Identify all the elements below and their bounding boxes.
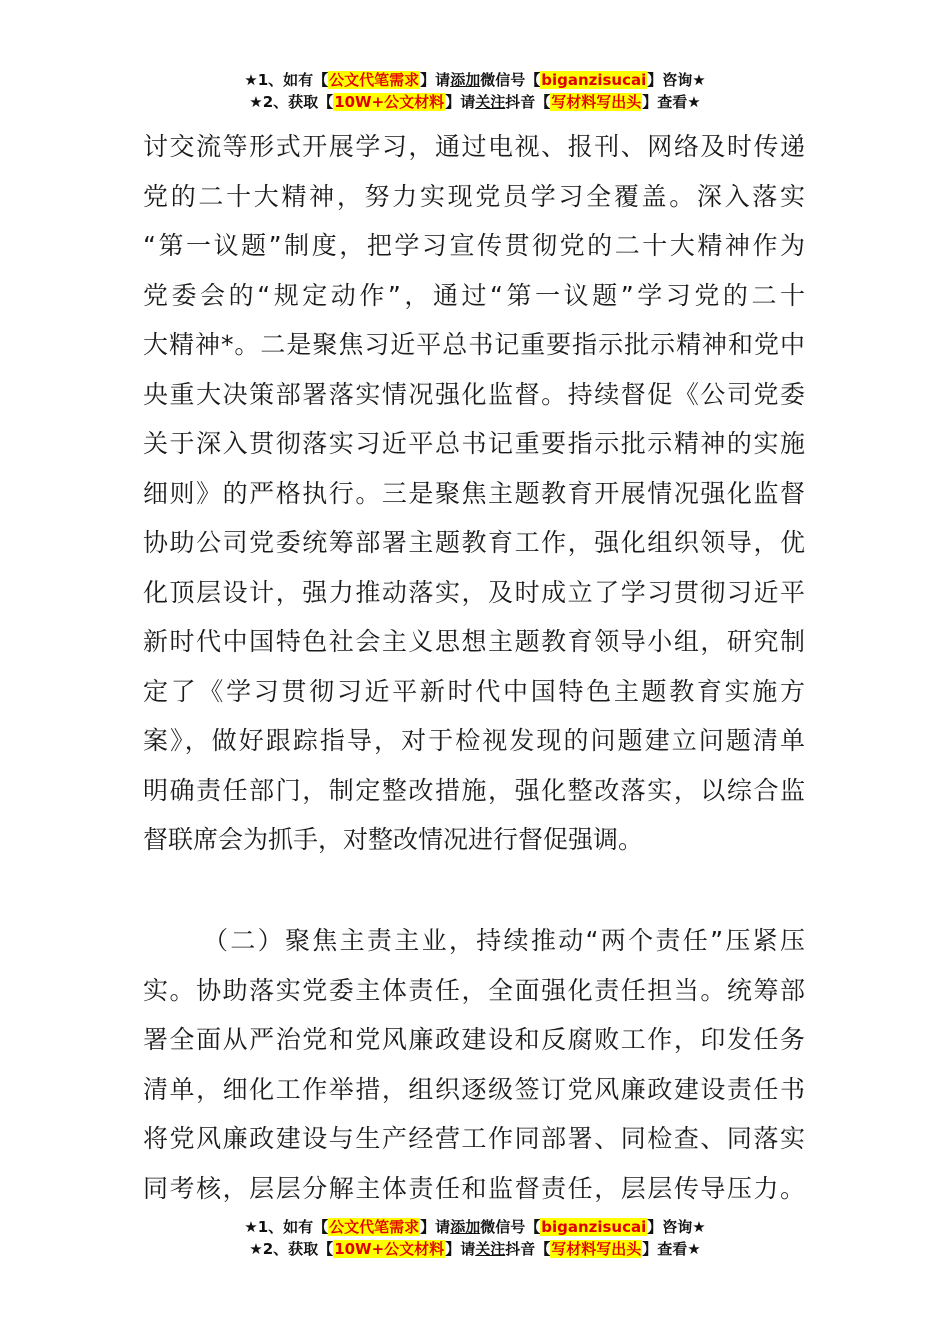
highlight-service: 公文代笔需求 bbox=[329, 71, 420, 89]
text-line: 同考核，层层分解主体责任和监督责任，层层传导压力。 bbox=[143, 1173, 805, 1203]
banner-text: 】咨询★ bbox=[647, 71, 706, 89]
banner-text: ★1、如有【 bbox=[244, 1218, 329, 1236]
text-line: 定了《学习贯彻习近平新时代中国特色主题教育实施方 bbox=[143, 676, 805, 706]
bottom-banner bbox=[0, 1216, 950, 1260]
banner-line-1 bbox=[0, 1216, 950, 1238]
text-line: 化顶层设计，强力推动落实，及时成立了学习贯彻习近平 bbox=[143, 577, 805, 607]
banner-text: 】请 bbox=[420, 1218, 451, 1236]
text-line: 央重大决策部署落实情况强化监督。持续督促《公司党委 bbox=[143, 379, 805, 409]
text-line: 署全面从严治党和党风廉政建设和反腐败工作，印发任务 bbox=[143, 1025, 805, 1054]
text-line: （二）聚焦主责主业，持续推动“两个责任”压紧压 bbox=[203, 926, 805, 955]
banner-text: 微信号【 bbox=[480, 71, 541, 89]
banner-text: 抖音【 bbox=[505, 1240, 551, 1258]
text-line: 清单，细化工作举措，组织逐级签订党风廉政建设责任书 bbox=[143, 1074, 805, 1104]
text-line: 党委会的“规定动作”，通过“第一议题”学习党的二十 bbox=[143, 280, 805, 310]
text-line: 新时代中国特色社会主义思想主题教育领导小组，研究制 bbox=[143, 627, 805, 656]
text-line: 督联席会为抓手，对整改情况进行督促强调。 bbox=[143, 825, 644, 854]
banner-text: 】咨询★ bbox=[647, 1218, 706, 1236]
banner-line-2 bbox=[0, 91, 950, 113]
text-line: 将党风廉政建设与生产经营工作同部署、同检查、同落实 bbox=[143, 1124, 805, 1153]
highlight-service: 公文代笔需求 bbox=[329, 1218, 420, 1236]
banner-text: 】请 bbox=[445, 93, 476, 111]
text-line: 协助公司党委统筹部署主题教育工作，强化组织领导，优 bbox=[143, 528, 805, 557]
text-line: 明确责任部门，制定整改措施，强化整改落实，以综合监 bbox=[143, 775, 805, 805]
text-line: “第一议题”制度，把学习宣传贯彻党的二十大精神作为 bbox=[143, 231, 805, 260]
text-line: 党的二十大精神，努力实现党员学习全覆盖。深入落实 bbox=[143, 181, 805, 211]
paragraph-2 bbox=[143, 916, 805, 1213]
text-line: 实。协助落实党委主体责任，全面强化责任担当。统筹部 bbox=[143, 975, 805, 1005]
banner-underlined-text: 添加 bbox=[450, 1218, 481, 1236]
text-line: 关于深入贯彻落实习近平总书记重要指示批示精神的实施 bbox=[143, 429, 805, 458]
highlight-douyin-id: 写材料写出头 bbox=[551, 1240, 642, 1258]
highlight-materials: 10W+公文材料 bbox=[334, 93, 445, 111]
text-line: 讨交流等形式开展学习，通过电视、报刊、网络及时传递 bbox=[143, 132, 805, 161]
paragraph-1 bbox=[143, 122, 805, 865]
banner-text: 微信号【 bbox=[480, 1218, 541, 1236]
banner-text: ★1、如有【 bbox=[244, 71, 329, 89]
banner-text: ★2、获取【 bbox=[249, 1240, 334, 1258]
highlight-douyin-id: 写材料写出头 bbox=[551, 93, 642, 111]
top-banner bbox=[0, 69, 950, 113]
banner-text: ★2、获取【 bbox=[249, 93, 334, 111]
text-line: 大精神*。二是聚焦习近平总书记重要指示批示精神和党中 bbox=[143, 330, 805, 359]
text-line: 案》，做好跟踪指导，对于检视发现的问题建立问题清单 bbox=[143, 726, 805, 755]
banner-text: 抖音【 bbox=[505, 93, 551, 111]
banner-line-2 bbox=[0, 1238, 950, 1260]
banner-line-1 bbox=[0, 69, 950, 91]
banner-underlined-text: 关注 bbox=[475, 1240, 506, 1258]
banner-text: 】查看★ bbox=[642, 1240, 701, 1258]
text-line: 细则》的严格执行。三是聚焦主题教育开展情况强化监督 bbox=[143, 478, 805, 508]
highlight-wechat-id: biganzisucai bbox=[541, 1218, 647, 1236]
banner-text: 】请 bbox=[420, 71, 451, 89]
banner-text: 】查看★ bbox=[642, 93, 701, 111]
banner-text: 】请 bbox=[445, 1240, 476, 1258]
highlight-materials: 10W+公文材料 bbox=[334, 1240, 445, 1258]
highlight-wechat-id: biganzisucai bbox=[541, 71, 647, 89]
banner-underlined-text: 关注 bbox=[475, 93, 506, 111]
banner-underlined-text: 添加 bbox=[450, 71, 481, 89]
